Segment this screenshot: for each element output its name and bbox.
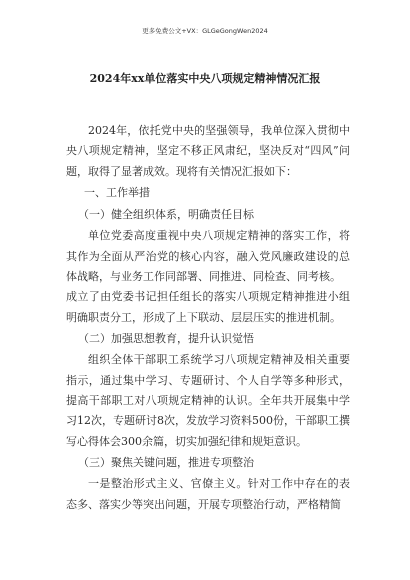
section-heading-1: 一、工作举措 [84, 186, 150, 200]
paragraph: 组织全体干部职工系统学习八项规定精神及相关重要指示，通过集中学习、专题研讨、个人自学等多种形式，提高干部职工对八项规定精神的认识。全年共开展集中学习12次，专题研讨8次，发放学习资料500份，干部职工撰写心得体会300余篇，切实加强纪律和规矩意识。 [66, 353, 350, 448]
document-body [66, 121, 350, 515]
subsection-heading-2: （二）加强思想教育，提升认识觉悟 [78, 332, 254, 346]
paragraph: 成立了由党委书记担任组长的落实八项规定精神推进小组明确职责分工，形成了上下联动、层层压实的推进机制。 [66, 290, 350, 324]
subsection-heading-1: （一）健全组织体系，明确责任目标 [78, 208, 254, 222]
paragraph: 单位党委高度重视中央八项规定精神的落实工作，将其作为全面从严治党的核心内容，融入党风廉政建设的总体战略，与业务工作同部署、同推进、同检查、同考核。 [66, 229, 350, 284]
subsection-heading-3: （三）聚焦关键问题，推进专项整治 [78, 456, 254, 470]
intro-paragraph: 2024年，依托党中央的坚强领导，我单位深入贯彻中央八项规定精神，坚定不移正风肃纪，坚决反对“四风”问题，取得了显著成效。现将有关情况汇报如下： [66, 124, 350, 178]
document-title: 2024年xx单位落实中央八项规定精神情况汇报 [89, 72, 321, 85]
header-note: 更多免费公文+VX：GLGeGongWen2024 [142, 27, 268, 35]
paragraph: 一是整治形式主义、官僚主义。针对工作中存在的表态多、落实少等突出问题，开展专项整治行动，严格精简 [66, 477, 350, 511]
